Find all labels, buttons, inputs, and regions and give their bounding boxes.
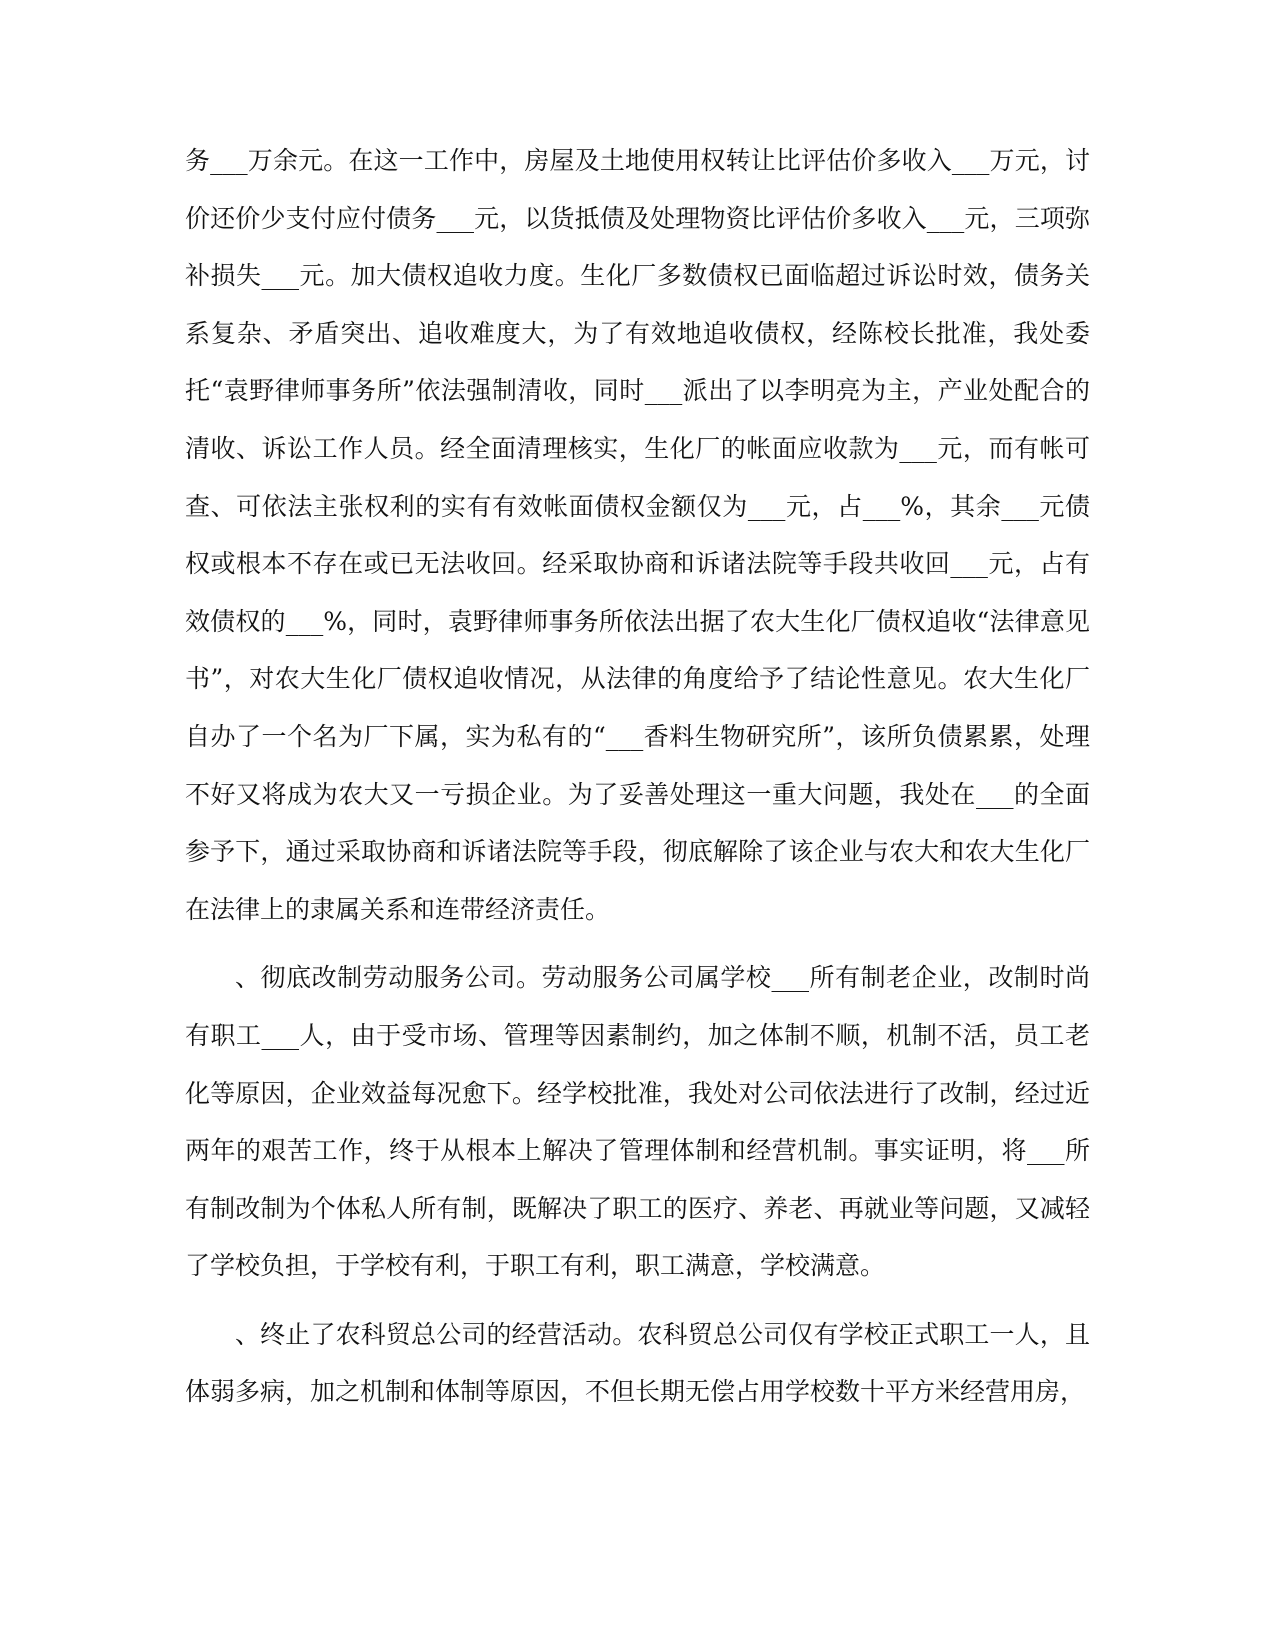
document-page bbox=[185, 132, 1090, 1432]
paragraph-trade-company: 、终止了农科贸总公司的经营活动。农科贸总公司仅有学校正式职工一人，且体弱多病，加之机制和体制等原因，不但长期无偿占用学校数十平方米经营用房， bbox=[185, 1319, 1090, 1407]
paragraph-debt-recovery: 务___万余元。在这一工作中，房屋及土地使用权转让比评估价多收入___万元，讨价还价少支付应付债务___元，以货抵债及处理物资比评估价多收入___元，三项弥补损失___元。加大债权追收力度。生化厂多数债权已面临超过诉讼时效，债务关系复杂、矛盾突出、追收难度大，为了有效地追收债权，经陈校长批准，我处委托“袁野律师事务所”依法强制清收，同时___派出了以李明亮为主，产业处配合的清收、诉讼工作人员。经全面清理核实，生化厂的帐面应收款为___元，而有帐可查、可依法主张权利的实有有效帐面债权金额仅为___元，占___%，其余___元债权或根本不存在或已无法收回。经采取协商和诉诸法院等手段共收回___元，占有效债权的___%，同时，袁野律师事务所依法出据了农大生化厂债权追收“法律意见书”，对农大生化厂债权追收情况，从法律的角度给予了结论性意见。农大生化厂自办了一个名为厂下属，实为私有的“___香料生物研究所”，该所负债累累，处理不好又将成为农大又一亏损企业。为了妥善处理这一重大问题，我处在___的全面参予下，通过采取协商和诉诸法院等手段，彻底解除了该企业与农大和农大生化厂在法律上的隶属关系和连带经济责任。 bbox=[185, 146, 1090, 924]
paragraph-labor-service-company: 、彻底改制劳动服务公司。劳动服务公司属学校___所有制老企业，改制时尚有职工___人，由于受市场、管理等因素制约，加之体制不顺，机制不活，员工老化等原因，企业效益每况愈下。经学校批准，我处对公司依法进行了改制，经过近两年的艰苦工作，终于从根本上解决了管理体制和经营机制。事实证明，将___所有制改制为个体私人所有制，既解决了职工的医疗、养老、再就业等问题，又减轻了学校负担，于学校有利，于职工有利，职工满意，学校满意。 bbox=[185, 963, 1090, 1281]
